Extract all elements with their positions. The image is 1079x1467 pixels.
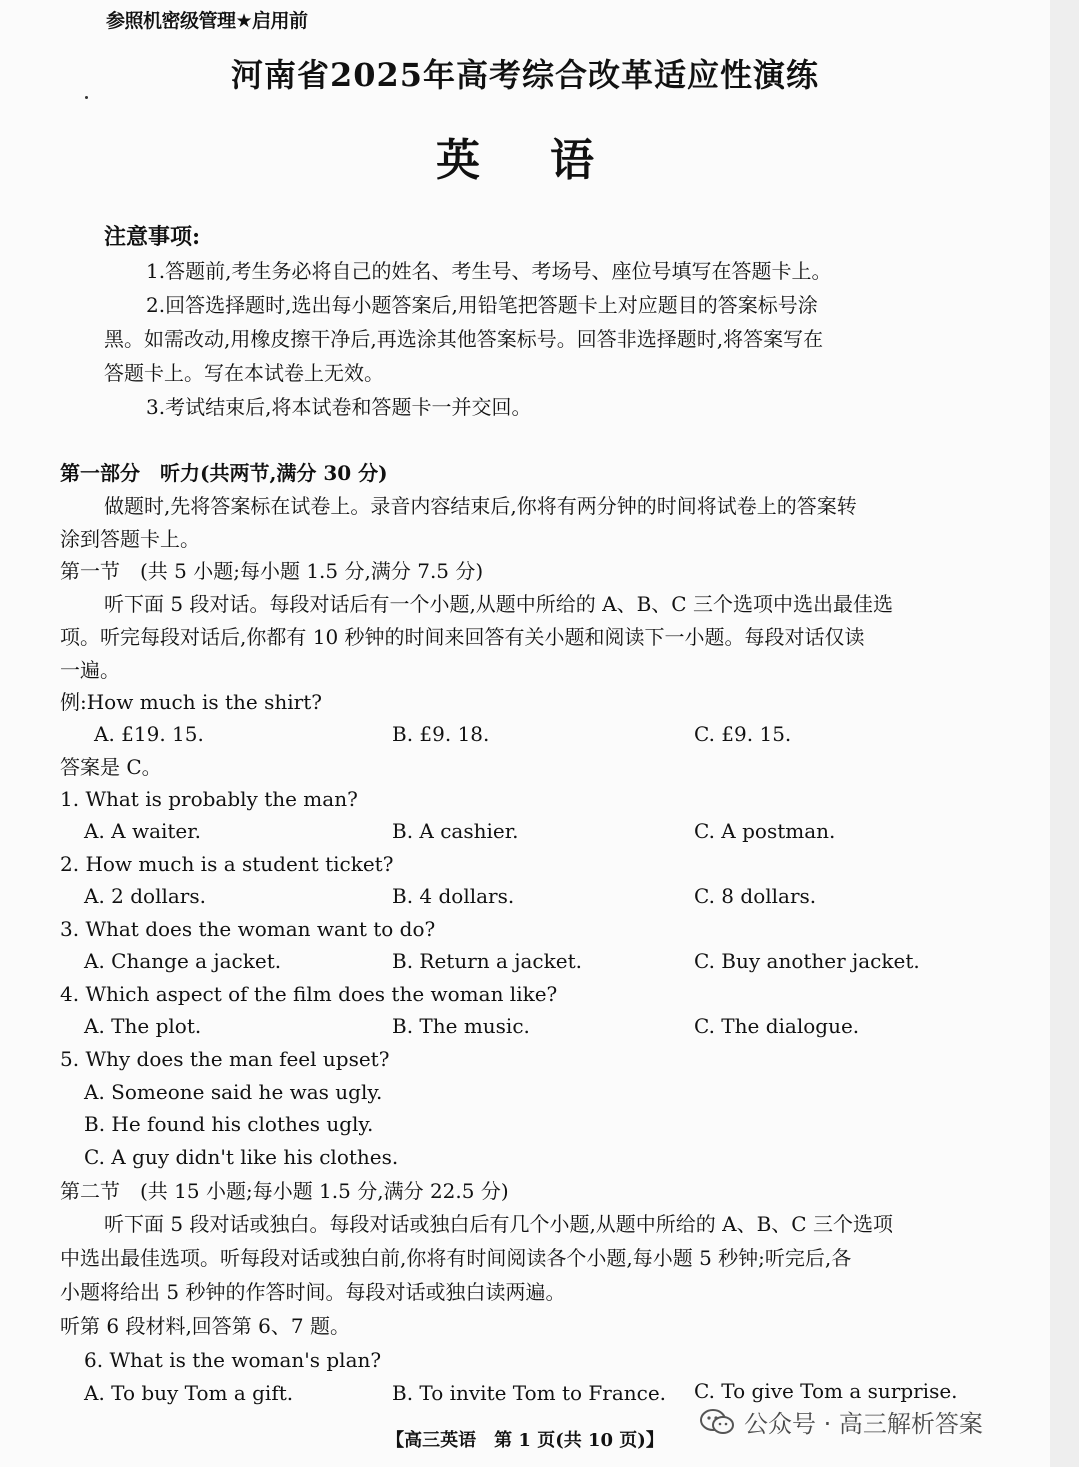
question-1-option-a: A. A waiter.: [84, 819, 201, 843]
notice-heading: 注意事项:: [104, 224, 201, 250]
question-4: 4. Which aspect of the film does the woman like?: [60, 982, 558, 1006]
subject-title: 英语: [436, 135, 664, 186]
question-3-option-c: C. Buy another jacket.: [694, 949, 920, 973]
question-6: 6. What is the woman's plan?: [84, 1348, 382, 1372]
question-5-option-c: C. A guy didn't like his clothes.: [84, 1145, 399, 1169]
question-3-option-b: B. Return a jacket.: [392, 949, 582, 973]
scan-edge: [1050, 0, 1079, 1467]
ink-speck: [85, 96, 88, 99]
question-5: 5. Why does the man feel upset?: [60, 1047, 390, 1071]
notice-item-2-line-3: 答题卡上。写在本试卷上无效。: [104, 361, 384, 385]
question-5-option-b: B. He found his clothes ugly.: [84, 1112, 374, 1136]
page-footer: 【高三英语 第 1 页(共 10 页)】: [386, 1430, 664, 1451]
notice-item-1: 1.答题前,考生务必将自己的姓名、考生号、考场号、座位号填写在答题卡上。: [146, 259, 832, 283]
question-2: 2. How much is a student ticket?: [60, 852, 394, 876]
notice-item-3: 3.考试结束后,将本试卷和答题卡一并交回。: [146, 395, 532, 419]
section1-intro-line-3: 一遍。: [60, 658, 120, 682]
part1-heading: 第一部分 听力(共两节,满分 30 分): [60, 461, 388, 485]
question-2-option-b: B. 4 dollars.: [392, 884, 515, 908]
notice-item-2-line-1: 2.回答选择题时,选出每小题答案后,用铅笔把答题卡上对应题目的答案标号涂: [146, 293, 818, 317]
question-2-option-a: A. 2 dollars.: [84, 884, 206, 908]
section1-intro-line-2: 项。听完每段对话后,你都有 10 秒钟的时间来回答有关小题和阅读下一小题。每段对话仅读: [60, 625, 865, 649]
section1-heading: 第一节 (共 5 小题;每小题 1.5 分,满分 7.5 分): [60, 559, 484, 583]
section1-intro-line-1: 听下面 5 段对话。每段对话后有一个小题,从题中所给的 A、B、C 三个选项中选出最佳选: [104, 592, 893, 616]
question-1-option-b: B. A cashier.: [392, 819, 519, 843]
example-answer: 答案是 C。: [60, 755, 162, 779]
question-4-option-b: B. The music.: [392, 1014, 530, 1038]
question-3: 3. What does the woman want to do?: [60, 917, 436, 941]
question-6-option-a: A. To buy Tom a gift.: [84, 1381, 294, 1405]
section2-intro-line-3: 小题将给出 5 秒钟的作答时间。每段对话或独白读两遍。: [60, 1280, 566, 1304]
exam-title: 河南省2025年高考综合改革适应性演练: [230, 56, 820, 94]
part1-intro-line-1: 做题时,先将答案标在试卷上。录音内容结束后,你将有两分钟的时间将试卷上的答案转: [104, 494, 857, 518]
part1-intro-line-2: 涂到答题卡上。: [60, 527, 200, 551]
example-question: 例:How much is the shirt?: [60, 690, 322, 714]
question-1-option-c: C. A postman.: [694, 819, 836, 843]
section2-intro-line-2: 中选出最佳选项。听每段对话或独白前,你将有时间阅读各个小题,每小题 5 秒钟;听完后,各: [60, 1246, 852, 1270]
section2-intro-line-1: 听下面 5 段对话或独白。每段对话或独白后有几个小题,从题中所给的 A、B、C 三个选项: [104, 1212, 893, 1236]
question-5-option-a: A. Someone said he was ugly.: [84, 1080, 383, 1104]
example-option-c: C. £9. 15.: [694, 722, 792, 746]
question-6-option-c: C. To give Tom a surprise.: [694, 1379, 958, 1403]
question-4-option-a: A. The plot.: [84, 1014, 202, 1038]
example-option-b: B. £9. 18.: [392, 722, 490, 746]
notice-item-2-line-2: 黑。如需改动,用橡皮擦干净后,再选涂其他答案标号。回答非选择题时,将答案写在: [104, 327, 824, 351]
question-1: 1. What is probably the man?: [60, 787, 358, 811]
question-2-option-c: C. 8 dollars.: [694, 884, 817, 908]
question-3-option-a: A. Change a jacket.: [84, 949, 282, 973]
confidential-label: 参照机密级管理★启用前: [106, 10, 308, 32]
question-6-option-b: B. To invite Tom to France.: [392, 1381, 667, 1405]
section2-heading: 第二节 (共 15 小题;每小题 1.5 分,满分 22.5 分): [60, 1179, 509, 1203]
example-option-a: A. £19. 15.: [94, 722, 204, 746]
question-4-option-c: C. The dialogue.: [694, 1014, 860, 1038]
watermark-text: 公众号 · 高三解析答案: [744, 1410, 983, 1438]
material-6-instruction: 听第 6 段材料,回答第 6、7 题。: [60, 1314, 350, 1338]
